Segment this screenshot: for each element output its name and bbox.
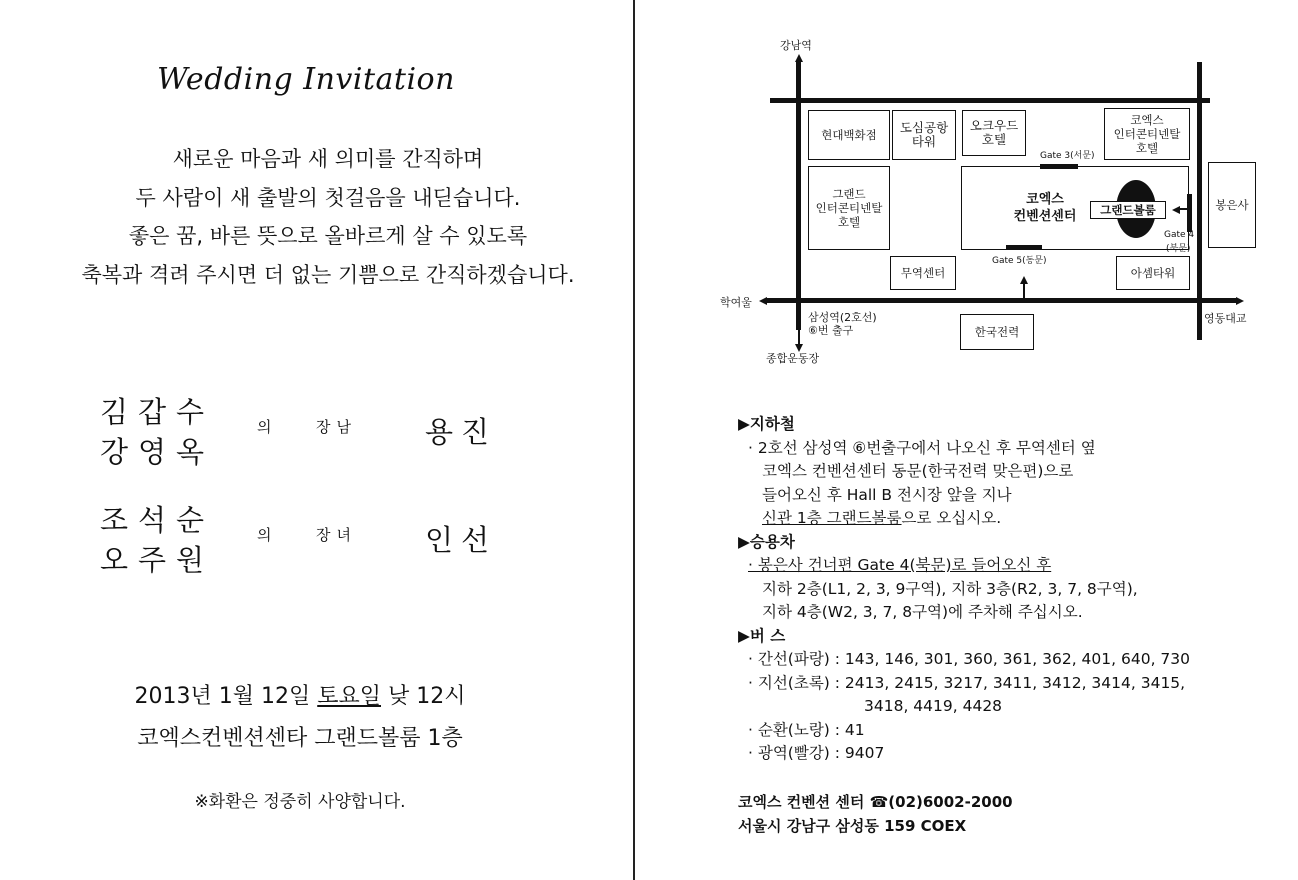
building-oakwood: 오크우드 호텔 [962, 110, 1026, 156]
bus-heading: ▶버 스 [738, 626, 786, 645]
entry-arrow-stem [1023, 282, 1025, 300]
groom-of: 의 [257, 418, 272, 436]
invitation-poem [0, 140, 656, 294]
poem-line: 축복과 격려 주시면 더 없는 기쁨으로 간직하겠습니다. [81, 262, 575, 287]
contact-address: 서울시 강남구 삼성동 159 COEX [738, 817, 967, 835]
subway-line: · 2호선 삼성역 ⑥번출구에서 나오신 후 무역센터 옆 [748, 438, 1096, 457]
flower-note: ※화환은 정중히 사양합니다. [194, 792, 406, 812]
gate5-label: Gate 5(동문) [992, 256, 1047, 266]
directions [738, 413, 1190, 766]
car-heading: ▶승용차 [738, 532, 795, 551]
grand-ballroom: 그랜드볼룸 [1090, 201, 1166, 219]
entry-arrow-icon [1020, 276, 1028, 284]
label-yeongdong-bridge: 영동대교 [1204, 312, 1247, 325]
event-time: 낮 12시 [388, 684, 466, 709]
bride-relation: 장녀 [316, 526, 357, 544]
contact-info [738, 790, 1013, 838]
road-top [770, 98, 1210, 103]
label-exit-6: ⑥번 출구 [808, 324, 854, 337]
label-samseong-station: 삼성역(2호선) [808, 311, 877, 324]
bride-parents [100, 500, 214, 580]
car-line: 지하 2층(L1, 2, 3, 9구역), 지하 3층(R2, 3, 7, 8구역), [762, 579, 1138, 598]
location-map [710, 40, 1270, 380]
groom-mother: 강영옥 [100, 435, 215, 469]
event-datetime [0, 676, 600, 760]
subway-line: 들어오신 후 Hall B 전시장 앞을 지나 [762, 485, 1012, 504]
poem-line: 좋은 꿈, 바른 뜻으로 올바르게 살 수 있도록 [128, 224, 528, 248]
bus-line: · 간선(파랑) : 143, 146, 301, 360, 361, 362, 401, 640, 730 [748, 650, 1191, 668]
gate4-sub-label: (북문) [1166, 244, 1191, 254]
bus-line: · 지선(초록) : 2413, 2415, 3217, 3411, 3412, 3414, 3415, [748, 673, 1186, 692]
label-hakyeoul: 학여울 [720, 296, 752, 309]
building-asem-tower: 아셈타워 [1116, 256, 1190, 290]
subway-line: 코엑스 컨벤션센터 동문(한국전력 맞은편)으로 [762, 462, 1074, 480]
invitation-title: Wedding Invitation [157, 62, 455, 97]
car-line: 지하 4층(W2, 3, 7, 8구역)에 주차해 주십시오. [762, 603, 1083, 621]
bus-line: · 광역(빨강) : 9407 [748, 744, 885, 762]
building-trade-center: 무역센터 [890, 256, 956, 290]
coex-convention-label: 코엑스 컨벤션센터 [1013, 192, 1077, 224]
road-bottom [766, 298, 1236, 303]
building-bongeunsa: 봉은사 [1208, 162, 1256, 248]
groom-name: 용진 [425, 415, 498, 449]
bus-line: 3418, 4419, 4428 [864, 697, 1003, 715]
gate3-bar [1040, 164, 1078, 169]
poem-line: 새로운 마음과 새 의미를 간직하며 [172, 147, 484, 171]
poem-line: 두 사람이 새 출발의 첫걸음을 내딛습니다. [135, 185, 521, 210]
groom-father: 김갑수 [100, 395, 215, 429]
arrow-up-icon [795, 54, 803, 62]
label-gangnam-station: 강남역 [780, 39, 812, 52]
gate4-bar [1187, 194, 1192, 232]
subway-line [738, 507, 1190, 531]
subway-heading: ▶지하철 [738, 415, 795, 433]
car-line: · 봉은사 건너편 Gate 4(북문)로 들어오신 후 [748, 556, 1052, 574]
bus-line: · 순환(노랑) : 41 [748, 720, 865, 739]
ballroom-location: 신관 1층 그랜드볼룸 [762, 509, 902, 527]
groom-relation: 장남 [316, 418, 357, 436]
bride-mother: 오주원 [100, 543, 215, 577]
contact-phone: 코엑스 컨벤션 센터 ☎(02)6002-2000 [738, 793, 1013, 811]
building-coex-intercontinental: 코엑스 인터콘티넨탈 호텔 [1104, 108, 1190, 160]
road-left [796, 62, 801, 330]
groom-parents [100, 392, 214, 472]
gate4-label: Gate 4 [1164, 230, 1195, 240]
page-fold-line [633, 0, 635, 880]
bride-name: 인선 [425, 523, 498, 557]
label-sports-complex: 종합운동장 [766, 352, 820, 365]
event-venue: 코엑스컨벤션센타 그랜드볼룸 1층 [137, 726, 463, 751]
gate3-label: Gate 3(서문) [1040, 151, 1095, 161]
building-kepco: 한국전력 [960, 314, 1034, 350]
event-date: 2013년 1월 12일 [134, 684, 311, 709]
bride-of: 의 [257, 526, 272, 544]
arrow-left-icon [759, 297, 767, 305]
bride-father: 조석순 [100, 503, 215, 537]
event-day: 토요일 [317, 684, 381, 709]
gate5-bar [1006, 245, 1042, 250]
building-grand-intercontinental: 그랜드 인터콘티넨탈 호텔 [808, 166, 890, 250]
building-airport-tower: 도심공항 타워 [892, 110, 956, 160]
road-down-tick [798, 330, 800, 345]
arrow-right-icon [1236, 297, 1244, 305]
subway-line-end: 으로 오십시오. [901, 509, 1002, 527]
building-hyundai: 현대백화점 [808, 110, 890, 160]
